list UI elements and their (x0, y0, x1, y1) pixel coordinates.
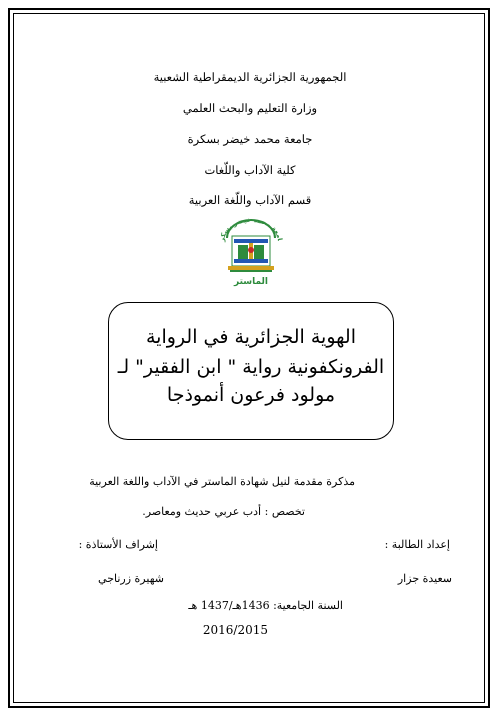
emblem-ring-text: امعة محمد خيضر بسكر (217, 215, 284, 243)
specialty-line: تخصص : أدب عربي حديث ومعاصر. (142, 505, 305, 518)
department-line: قسم الآداب واللّغة العربية (188, 193, 312, 207)
title-box (108, 302, 394, 440)
faculty-line: كلية الآداب واللّغات (204, 163, 296, 177)
title-line-3: مولود فرعون أنموذجا (166, 384, 336, 406)
university-emblem-icon (214, 212, 288, 290)
thesis-purpose: مذكرة مقدمة لنيل شهادة الماستر في الآداب واللغة العربية (89, 475, 355, 488)
supervisor-label: إشراف الأستاذة : (78, 538, 158, 551)
emblem-caption: الماستر (233, 277, 269, 287)
republic-line: الجمهورية الجزائرية الديمقراطية الشعبية (153, 70, 347, 84)
title-line-2: الفرونكفونية رواية " ابن الفقير" لـ (117, 356, 385, 378)
student-name: سعيدة جزار (397, 572, 452, 585)
student-label: إعداد الطالبة : (384, 538, 450, 551)
ministry-line: وزارة التعليم والبحث العلمي (182, 101, 318, 115)
title-line-1: الهوية الجزائرية في الرواية (146, 326, 356, 348)
academic-year-hijri: السنة الجامعية: 1436هـ/1437 هـ (188, 599, 343, 612)
academic-year-gregorian: 2016/2015 (202, 623, 268, 637)
university-line: جامعة محمد خيضر بسكرة (187, 132, 313, 146)
supervisor-name: شهيرة زرناجي (98, 572, 164, 585)
